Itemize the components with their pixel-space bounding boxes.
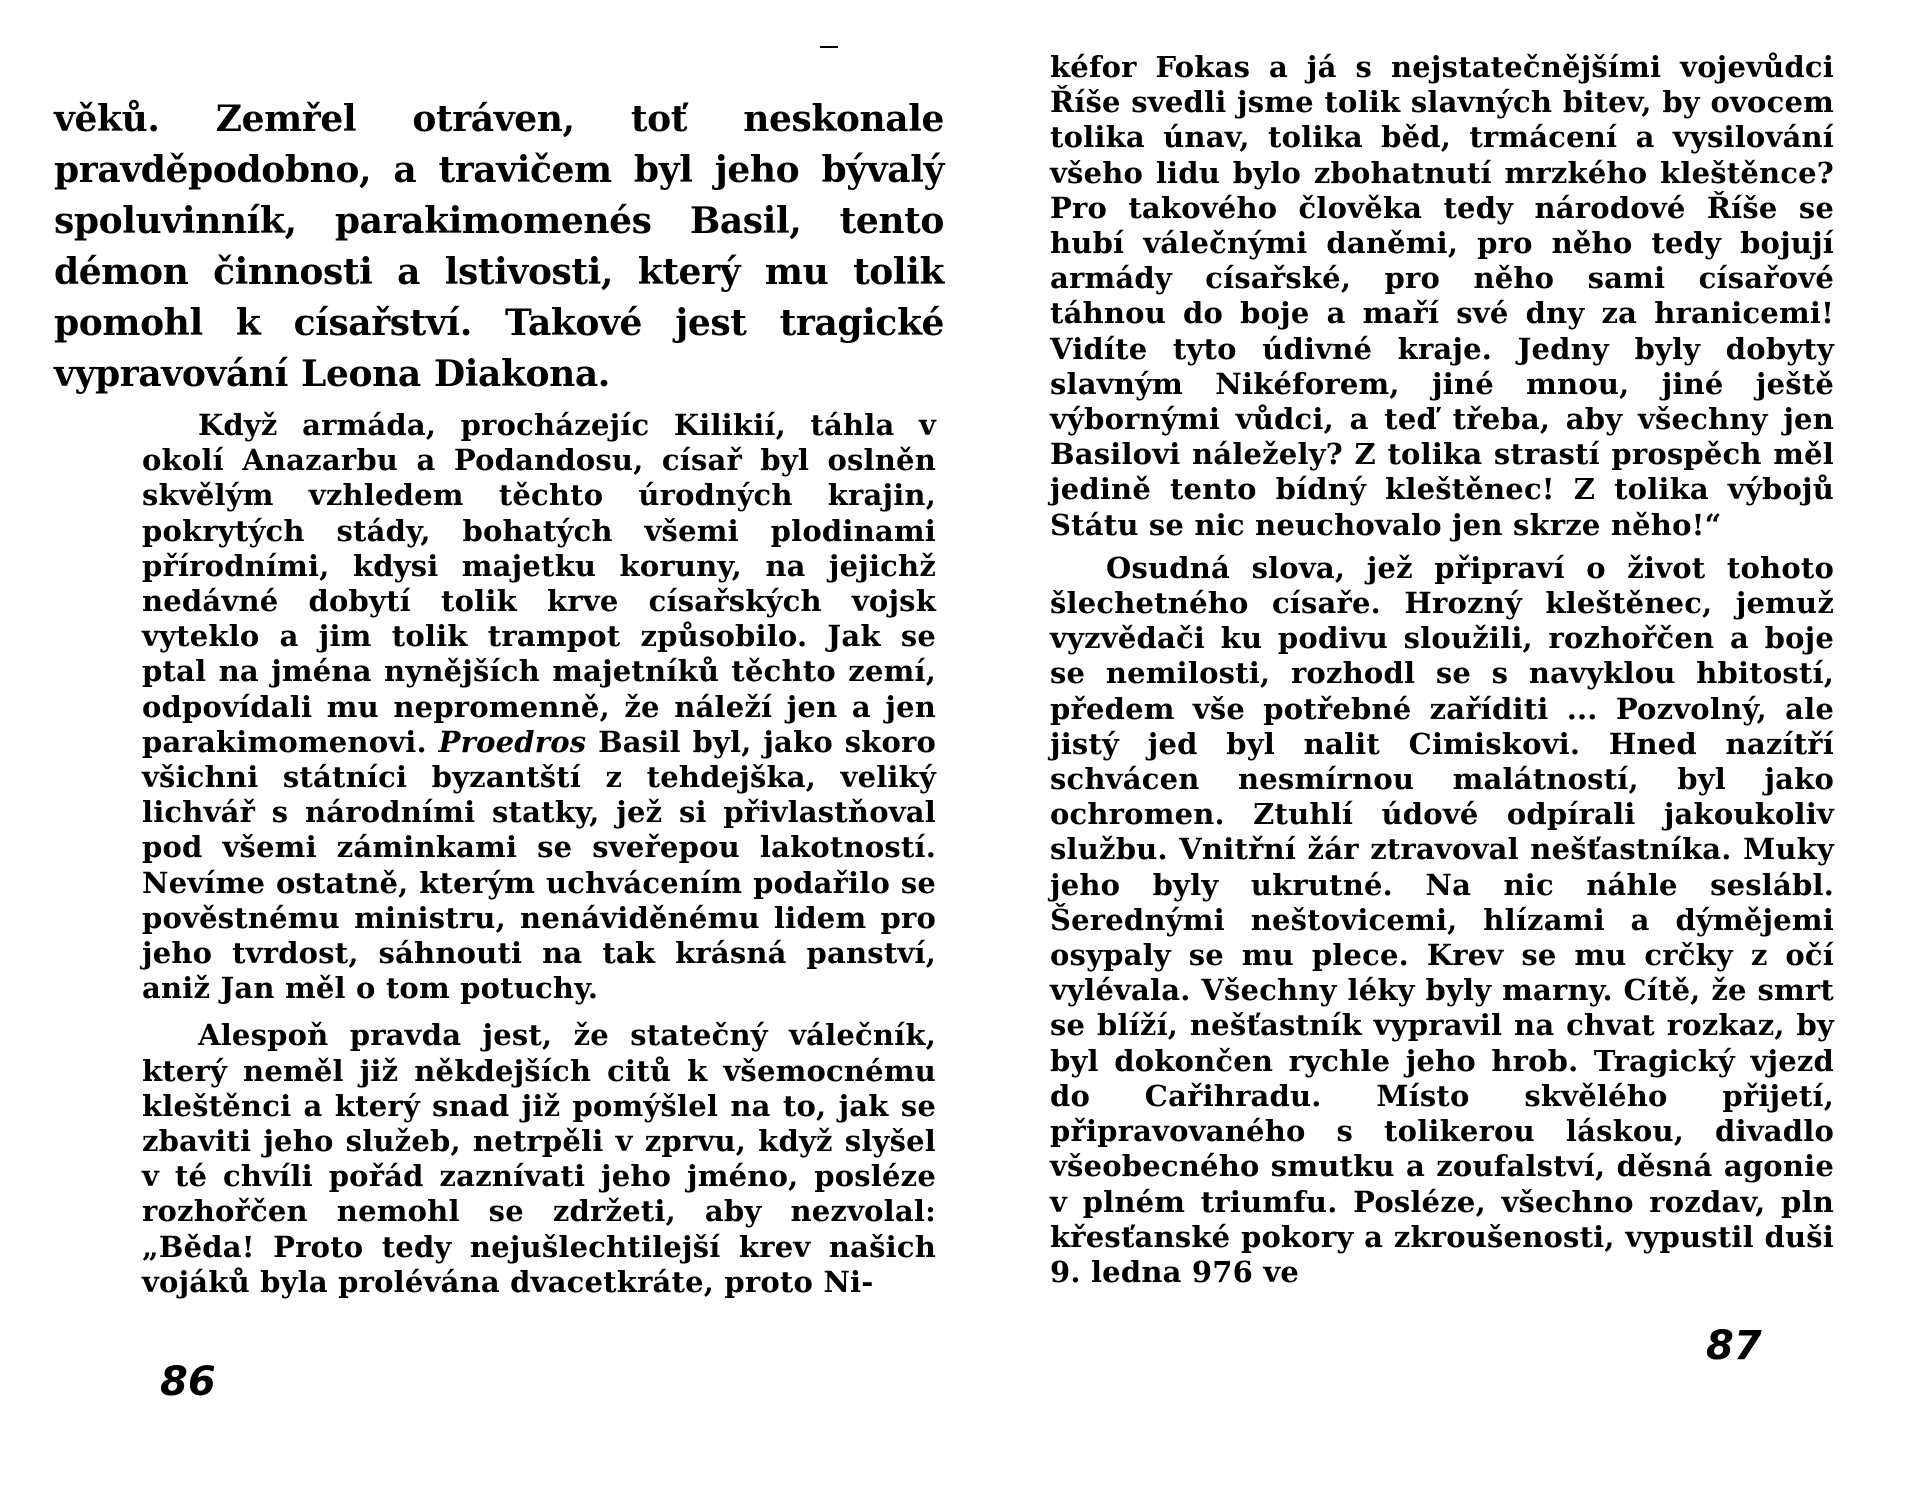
print-mark — [820, 46, 838, 48]
right-page — [964, 0, 1928, 1500]
paragraph — [142, 408, 936, 1006]
paragraph-text: Basil byl, jako skoro všichni státníci byzantští z tehdejška, veliký lichvář s národními statky, jež si přivlastňoval pod všemi záminkami se sveřepou lakotností. Nevíme ostatně, kterým uchvácením podařilo se pověstnému ministru, nenáviděnému lidem pro jeho tvrdost, sáhnouti na tak krásná panství, aniž Jan měl o tom potuchy. — [142, 724, 937, 1006]
page-number: 87 — [1706, 1323, 1762, 1369]
left-body — [142, 408, 936, 1300]
paragraph: Alespoň pravda jest, že statečný válečník, který neměl již někdejších citů k všemocnému kleštěnci a který snad již pomýšlel na to, jak se zbaviti jeho služeb, netrpěli v zprvu, když slyšel v té chvíli pořád zaznívati jeho jméno, posléze rozhořčen nemohl se zdržeti, aby nezvolal: „Běda! Proto tedy nejušlechtilejší krev našich vojáků byla prolévána dvacetkráte, proto Ni- — [142, 1018, 936, 1299]
intro-paragraph: věků. Zemřel otráven, toť neskonale pravděpodobno, a travičem byl jeho bývalý spoluvinník, parakimomenés Basil, tento démon činnosti a lstivosti, který mu tolik pomohl k císařství. Takové jest tragické vypravování Leona Diakona. — [54, 98, 944, 395]
paragraph: Osudná slova, jež připraví o život tohoto šlechetného císaře. Hrozný kleštěnec, jemuž vyzvědači ku podivu sloužili, rozhořčen a boje se nemilosti, rozhodl se s navyklou hbitostí, předem vše potřebné zaříditi ... Pozvolný, ale jistý jed byl nalit Cimiskovi. Hned nazítří schvácen nesmírnou malátností, byl jako ochromen. Ztuhlí údové odpírali jakoukoliv službu. Vnitřní žár ztravoval nešťastníka. Muky jeho byly ukrutné. Na nic náhle seslábl. Šerednými neštovicemi, hlízami a dýmějemi osypaly se mu plece. Krev se mu crčky z očí vylévala. Všechny léky byly marny. Cítě, že smrt se blíží, nešťastník vypravil na chvat rozkaz, by byl dokončen rychle jeho hrob. Tragický vjezd do Cařihradu. Místo skvělého přijetí, připravovaného s tolikerou láskou, divadlo všeobecného smutku a zoufalství, děsná agonie v plném triumfu. Posléze, všechno rozdav, pln křesťanské pokory a zkroušenosti, vypustil duši 9. ledna 976 ve — [1050, 550, 1834, 1289]
page-number: 86 — [160, 1359, 216, 1405]
paragraph-text: Když armáda, procházejíc Kilikií, táhla v okolí Anazarbu a Podandosu, císař byl oslněn skvělým vzhledem těchto úrodných krajin, pokrytých stády, bohatých všemi plodinami přírodními, kdysi majetku koruny, na jejichž nedávné dobytí tolik krve císařských vojsk vyteklo a jim tolik trampot způsobilo. Jak se ptal na jména nynějších majetníků těchto zemí, odpovídali mu nepromenně, že náleží jen a jen parakimomenovi. — [142, 408, 936, 759]
italic-term: Proedros — [438, 724, 587, 759]
right-body — [1050, 50, 1834, 1290]
paragraph: kéfor Fokas a já s nejstatečnějšími vojevůdci Říše svedli jsme tolik slavných bitev, by ovocem tolika únav, tolika běd, trmácení a vysilování všeho lidu bylo zbohatnutí mrzkého kleštěnce? Pro takového člověka tedy národové Říše se hubí válečnými daněmi, pro něho tedy bojují armády císařské, pro něho sami císařové táhnou do boje a maří své dny za hranicemi! Vidíte tyto údivné kraje. Jedny byly dobyty slavným Nikéforem, jiné mnou, jiné ještě výbornými vůdci, a teď třeba, aby všechny jen Basilovi náležely? Z tolika strastí prospěch měl jedině tento bídný kleštěnec! Z tolika výbojů Státu se nic neuchovalo jen skrze něho!“ — [1050, 50, 1834, 542]
